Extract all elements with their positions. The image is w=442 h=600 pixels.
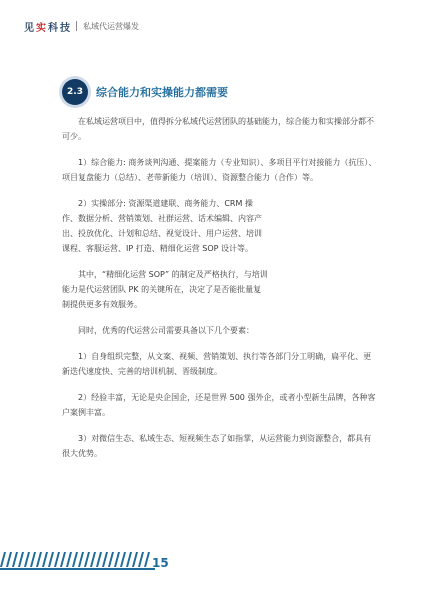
section-number-badge: 2.3 bbox=[62, 79, 88, 105]
section-heading bbox=[62, 79, 228, 105]
page-header bbox=[24, 17, 139, 35]
paragraph-req-3: 3）对微信生态、私域生态、短视频生态了如指掌，从运营能力到资源整合，都具有很大优势。 bbox=[62, 434, 372, 458]
footer-rule bbox=[0, 568, 155, 570]
section-title: 综合能力和实操能力都需要 bbox=[96, 86, 228, 99]
paragraph-sop: 其中，“精细化运营 SOP” 的制定及严格执行，与培训能力是代运营团队 PK 的关键所在，决定了是否能批量复制提供更多有效服务。 bbox=[62, 270, 268, 309]
paragraph-requirements: 同时，优秀的代运营公司需要具备以下几个要素： bbox=[78, 326, 254, 335]
paragraph-intro: 在私域运营项目中，值得拆分私域代运营团队的基础能力，综合能力和实操部分都不可少。 bbox=[62, 117, 374, 141]
header-divider bbox=[76, 21, 77, 31]
header-title: 私域代运营爆发 bbox=[83, 21, 139, 31]
paragraph-point-2: 2）实操部分: 资源渠道建联、商务能力、CRM 操作、数据分析、营销策划、社群运营、话术编辑、内容产出、投放优化、计划和总结、视觉设计、用户运营、培训课程、客服运营、IP 打造、精细化运营 SOP 设计等。 bbox=[62, 199, 262, 253]
body-text bbox=[62, 114, 378, 472]
brand-logo: 见实科技 bbox=[24, 22, 72, 34]
page-number: 15 bbox=[152, 556, 169, 570]
paragraph-req-2: 2）经验丰富，无论是央企国企，还是世界 500 强外企，或者小型新生品牌，各种客户案例丰富。 bbox=[62, 393, 376, 417]
paragraph-req-1: 1）自身组织完整，从文案、视频、营销策划、执行等各部门分工明确，扁平化、更新迭代速度快、完善的培训机制、晋级制度。 bbox=[62, 352, 372, 376]
footer-stripe-decoration bbox=[0, 552, 155, 567]
paragraph-point-1: 1）综合能力: 商务谈判沟通、提案能力（专业知识）、多项目平行对接能力（抗压）、项目复盘能力（总结）、老带新能力（培训）、资源整合能力（合作）等。 bbox=[62, 158, 377, 182]
